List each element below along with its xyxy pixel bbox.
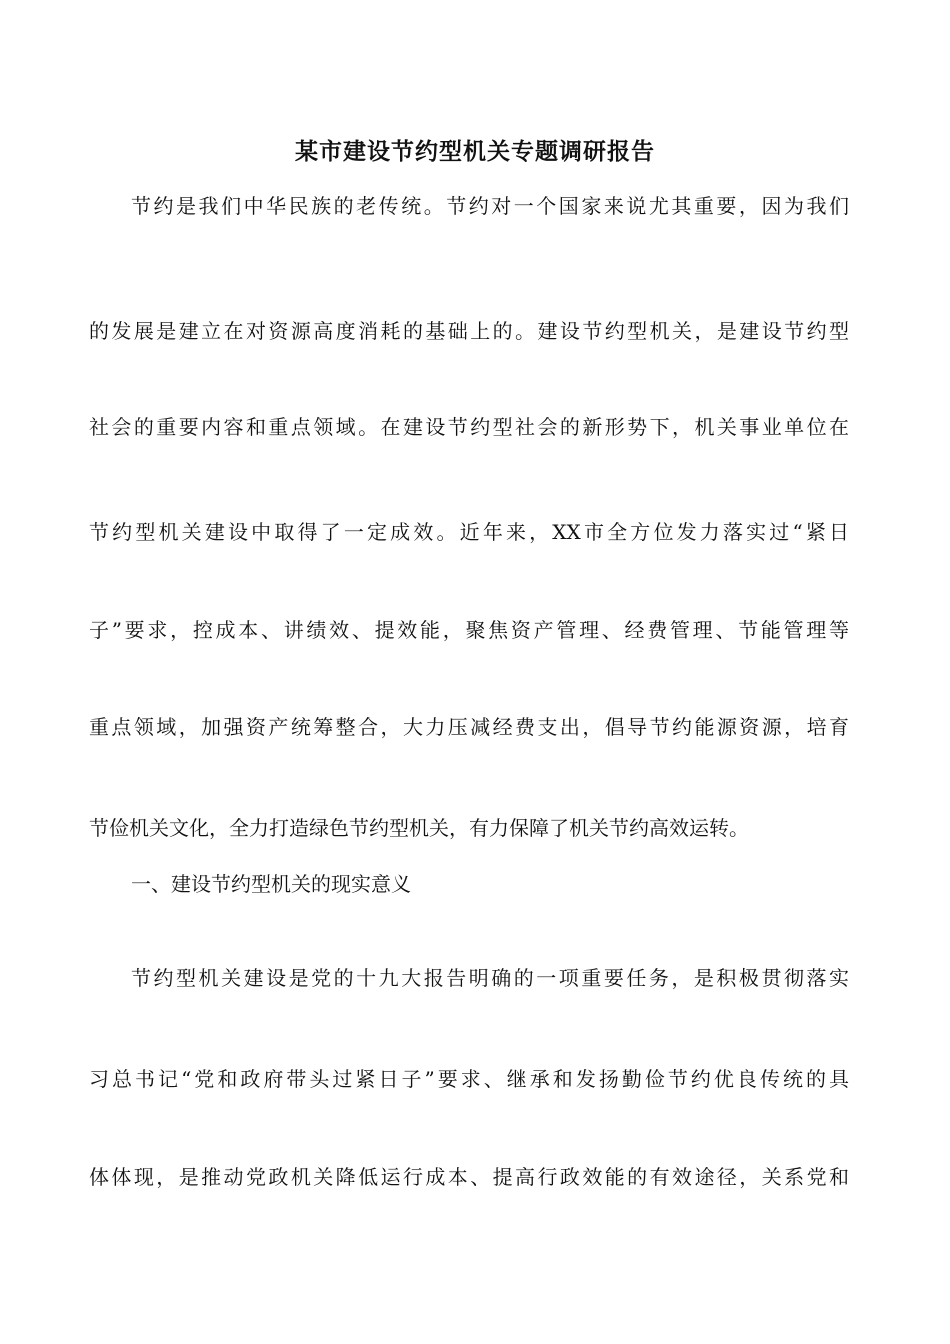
document-title: 某市建设节约型机关专题调研报告	[295, 138, 655, 165]
intro-line: 节约是我们中华民族的老传统。节约对一个国家来说尤其重要，因为我们	[131, 194, 849, 218]
section-heading: 一、建设节约型机关的现实意义	[131, 872, 411, 896]
section-line: 体体现，是推动党政机关降低运行成本、提高行政效能的有效途径，关系党和	[89, 1165, 849, 1189]
intro-line: 节约型机关建设中取得了一定成效。近年来，XX市全方位发力落实过“紧日	[89, 520, 849, 544]
section-line: 节约型机关建设是党的十九大报告明确的一项重要任务，是积极贯彻落实	[131, 966, 849, 990]
intro-line: 的发展是建立在对资源高度消耗的基础上的。建设节约型机关，是建设节约型	[89, 319, 849, 343]
intro-line: 社会的重要内容和重点领域。在建设节约型社会的新形势下，机关事业单位在	[89, 415, 849, 439]
intro-line: 子”要求，控成本、讲绩效、提效能，聚焦资产管理、经费管理、节能管理等	[89, 618, 849, 642]
section-line: 习总书记“党和政府带头过紧日子”要求、继承和发扬勤俭节约优良传统的具	[89, 1067, 849, 1091]
intro-line: 节俭机关文化，全力打造绿色节约型机关，有力保障了机关节约高效运转。	[89, 816, 749, 840]
intro-line: 重点领域，加强资产统筹整合，大力压减经费支出，倡导节约能源资源，培育	[89, 715, 849, 739]
